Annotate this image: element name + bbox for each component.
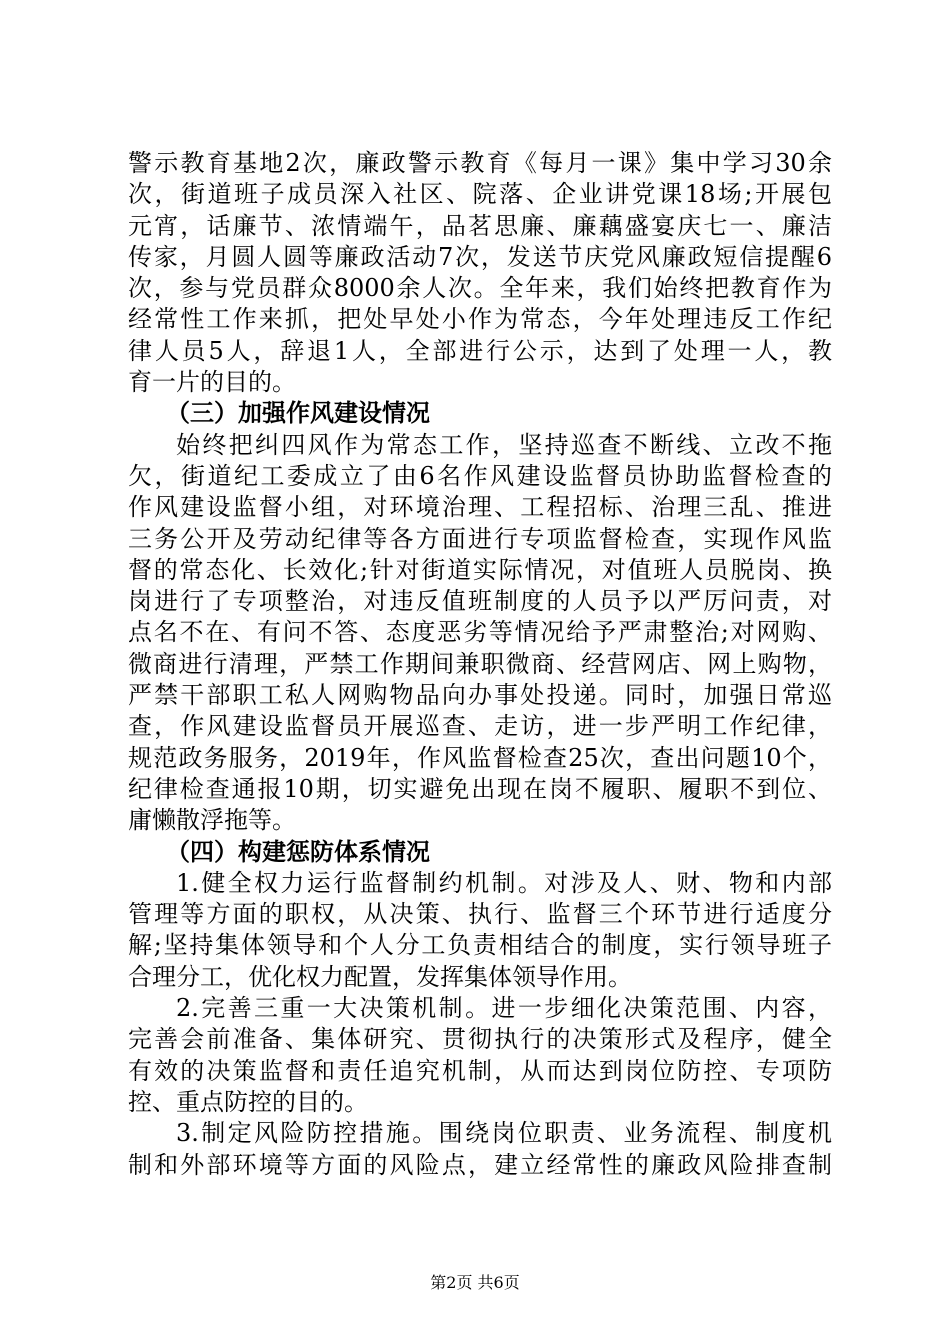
text-line: 查，作风建设监督员开展巡查、走访，进一步严明工作纪律， [128, 712, 832, 741]
paragraph-education [128, 148, 832, 398]
text-line: 1.健全权力运行监督制约机制。对涉及人、财、物和内部 [176, 868, 832, 897]
page-footer: 第2页 共6页 [430, 1273, 520, 1292]
text-line: 规范政务服务，2019年，作风监督检查25次，查出问题10个， [128, 743, 832, 772]
text-line: 次，参与党员群众8000余人次。全年来，我们始终把教育作为 [128, 274, 832, 303]
text-line: 欠，街道纪工委成立了由6名作风建设监督员协助监督检查的 [128, 461, 832, 490]
paragraph-work-style [128, 430, 832, 837]
text-line: 3.制定风险防控措施。围绕岗位职责、业务流程、制度机 [176, 1119, 832, 1148]
text-line: 始终把纠四风作为常态工作，坚持巡查不断线、立改不拖 [176, 430, 832, 459]
section-heading-4: （四）构建惩防体系情况 [166, 837, 430, 866]
paragraph-item-1 [128, 868, 832, 993]
paragraph-item-2 [128, 993, 832, 1118]
text-line: 解;坚持集体领导和个人分工负责相结合的制度，实行领导班子 [128, 931, 832, 960]
text-line: 有效的决策监督和责任追究机制，从而达到岗位防控、专项防 [128, 1056, 832, 1085]
text-line: 2.完善三重一大决策机制。进一步细化决策范围、内容， [176, 994, 832, 1023]
text-line: 次，街道班子成员深入社区、院落、企业讲党课18场;开展包 [128, 180, 832, 209]
text-line: 严禁干部职工私人网购物品向办事处投递。同时，加强日常巡 [128, 681, 832, 710]
text-line: 控、重点防控的目的。 [128, 1087, 368, 1116]
text-line: 管理等方面的职权，从决策、执行、监督三个环节进行适度分 [128, 900, 832, 929]
section-heading-3: （三）加强作风建设情况 [166, 399, 430, 428]
text-line: 元宵，话廉节、浓情端午，品茗思廉、廉藕盛宴庆七一、廉洁 [128, 211, 832, 240]
text-line: 律人员5人，辞退1人，全部进行公示，达到了处理一人，教 [128, 336, 832, 365]
text-line: 纪律检查通报10期，切实避免出现在岗不履职、履职不到位、 [128, 774, 832, 803]
text-line: 育一片的目的。 [128, 368, 296, 397]
text-line: 合理分工，优化权力配置，发挥集体领导作用。 [128, 962, 632, 991]
text-line: 传家，月圆人圆等廉政活动7次，发送节庆党风廉政短信提醒6 [128, 242, 832, 271]
text-line: 制和外部环境等方面的风险点，建立经常性的廉政风险排查制 [128, 1150, 832, 1179]
text-line: 作风建设监督小组，对环境治理、工程招标、治理三乱、推进 [128, 493, 832, 522]
text-line: 经常性工作来抓，把处早处小作为常态，今年处理违反工作纪 [128, 305, 832, 334]
text-line: 完善会前准备、集体研究、贯彻执行的决策形式及程序，健全 [128, 1025, 832, 1054]
text-line: 三务公开及劳动纪律等各方面进行专项监督检查，实现作风监 [128, 524, 832, 553]
text-line: 点名不在、有问不答、态度恶劣等情况给予严肃整治;对网购、 [128, 618, 832, 647]
text-line: 微商进行清理，严禁工作期间兼职微商、经营网店、网上购物， [128, 649, 832, 678]
paragraph-item-3 [128, 1118, 832, 1181]
text-line: 警示教育基地2次，廉政警示教育《每月一课》集中学习30余 [128, 149, 832, 177]
text-line: 督的常态化、长效化;针对街道实际情况，对值班人员脱岗、换 [128, 555, 832, 584]
text-line: 岗进行了专项整治，对违反值班制度的人员予以严厉问责，对 [128, 587, 832, 616]
document-body [128, 148, 832, 1181]
text-line: 庸懒散浮拖等。 [128, 806, 296, 835]
